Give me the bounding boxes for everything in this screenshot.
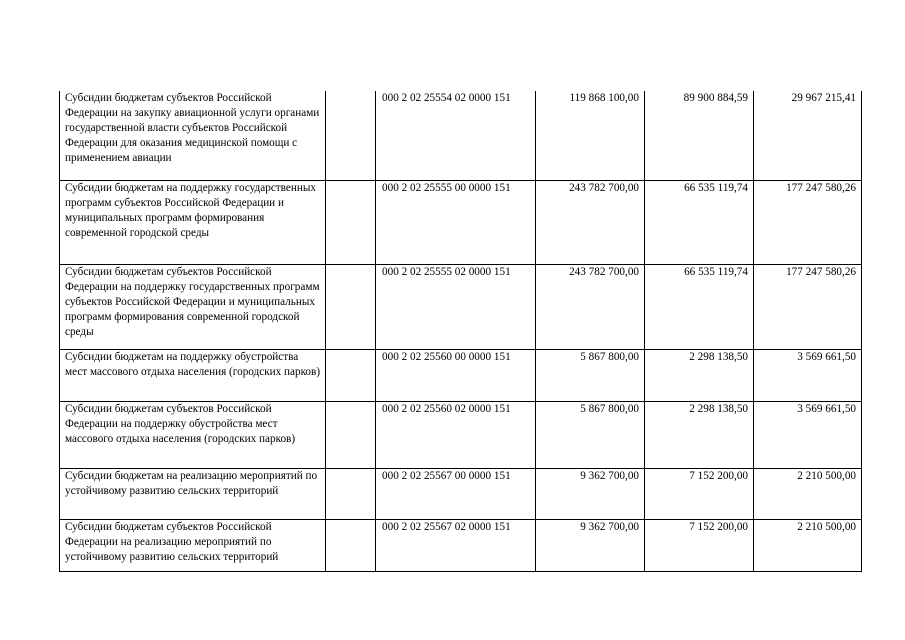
- row-plan-cell: 243 782 700,00: [536, 264, 645, 349]
- row-code-cell: 000 2 02 25560 00 0000 151: [376, 349, 536, 401]
- empty-cell: [326, 91, 376, 180]
- row-remainder-cell: 2 210 500,00: [754, 519, 862, 571]
- row-name-cell: Субсидии бюджетам субъектов Российской Федерации на поддержку государственных программ субъектов Российской Федерации и муниципальных программ формирования современной городской среды: [60, 264, 326, 349]
- table-row: [60, 519, 862, 571]
- table-row: [60, 401, 862, 468]
- row-plan-cell: 5 867 800,00: [536, 349, 645, 401]
- table-row: [60, 91, 862, 180]
- row-code-cell: 000 2 02 25560 02 0000 151: [376, 401, 536, 468]
- row-plan-cell: 5 867 800,00: [536, 401, 645, 468]
- row-name-cell: Субсидии бюджетам субъектов Российской Федерации на закупку авиационной услуги органами государственной власти субъектов Российской Федерации для оказания медицинской помощи с применением авиации: [60, 91, 326, 180]
- row-code-cell: 000 2 02 25567 02 0000 151: [376, 519, 536, 571]
- row-executed-cell: 89 900 884,59: [645, 91, 754, 180]
- empty-cell: [326, 349, 376, 401]
- budget-table: [59, 91, 862, 572]
- row-plan-cell: 243 782 700,00: [536, 180, 645, 264]
- empty-cell: [326, 519, 376, 571]
- row-code-cell: 000 2 02 25554 02 0000 151: [376, 91, 536, 180]
- row-remainder-cell: 177 247 580,26: [754, 264, 862, 349]
- row-executed-cell: 66 535 119,74: [645, 180, 754, 264]
- empty-cell: [326, 264, 376, 349]
- row-plan-cell: 9 362 700,00: [536, 519, 645, 571]
- empty-cell: [326, 401, 376, 468]
- row-executed-cell: 2 298 138,50: [645, 401, 754, 468]
- row-executed-cell: 7 152 200,00: [645, 519, 754, 571]
- table-row: [60, 180, 862, 264]
- empty-cell: [326, 468, 376, 519]
- row-name-cell: Субсидии бюджетам на поддержку обустройства мест массового отдыха населения (городских парков): [60, 349, 326, 401]
- table-row: [60, 468, 862, 519]
- empty-cell: [326, 180, 376, 264]
- row-name-cell: Субсидии бюджетам на реализацию мероприятий по устойчивому развитию сельских территорий: [60, 468, 326, 519]
- table-row: [60, 264, 862, 349]
- row-code-cell: 000 2 02 25567 00 0000 151: [376, 468, 536, 519]
- row-executed-cell: 7 152 200,00: [645, 468, 754, 519]
- row-executed-cell: 66 535 119,74: [645, 264, 754, 349]
- row-remainder-cell: 2 210 500,00: [754, 468, 862, 519]
- table-row: [60, 349, 862, 401]
- row-remainder-cell: 29 967 215,41: [754, 91, 862, 180]
- row-code-cell: 000 2 02 25555 02 0000 151: [376, 264, 536, 349]
- row-remainder-cell: 177 247 580,26: [754, 180, 862, 264]
- row-name-cell: Субсидии бюджетам на поддержку государственных программ субъектов Российской Федерации и муниципальных программ формирования современной городской среды: [60, 180, 326, 264]
- row-name-cell: Субсидии бюджетам субъектов Российской Федерации на поддержку обустройства мест массового отдыха населения (городских парков): [60, 401, 326, 468]
- row-plan-cell: 119 868 100,00: [536, 91, 645, 180]
- row-name-cell: Субсидии бюджетам субъектов Российской Федерации на реализацию мероприятий по устойчивому развитию сельских территорий: [60, 519, 326, 571]
- row-executed-cell: 2 298 138,50: [645, 349, 754, 401]
- row-remainder-cell: 3 569 661,50: [754, 401, 862, 468]
- row-remainder-cell: 3 569 661,50: [754, 349, 862, 401]
- row-code-cell: 000 2 02 25555 00 0000 151: [376, 180, 536, 264]
- row-plan-cell: 9 362 700,00: [536, 468, 645, 519]
